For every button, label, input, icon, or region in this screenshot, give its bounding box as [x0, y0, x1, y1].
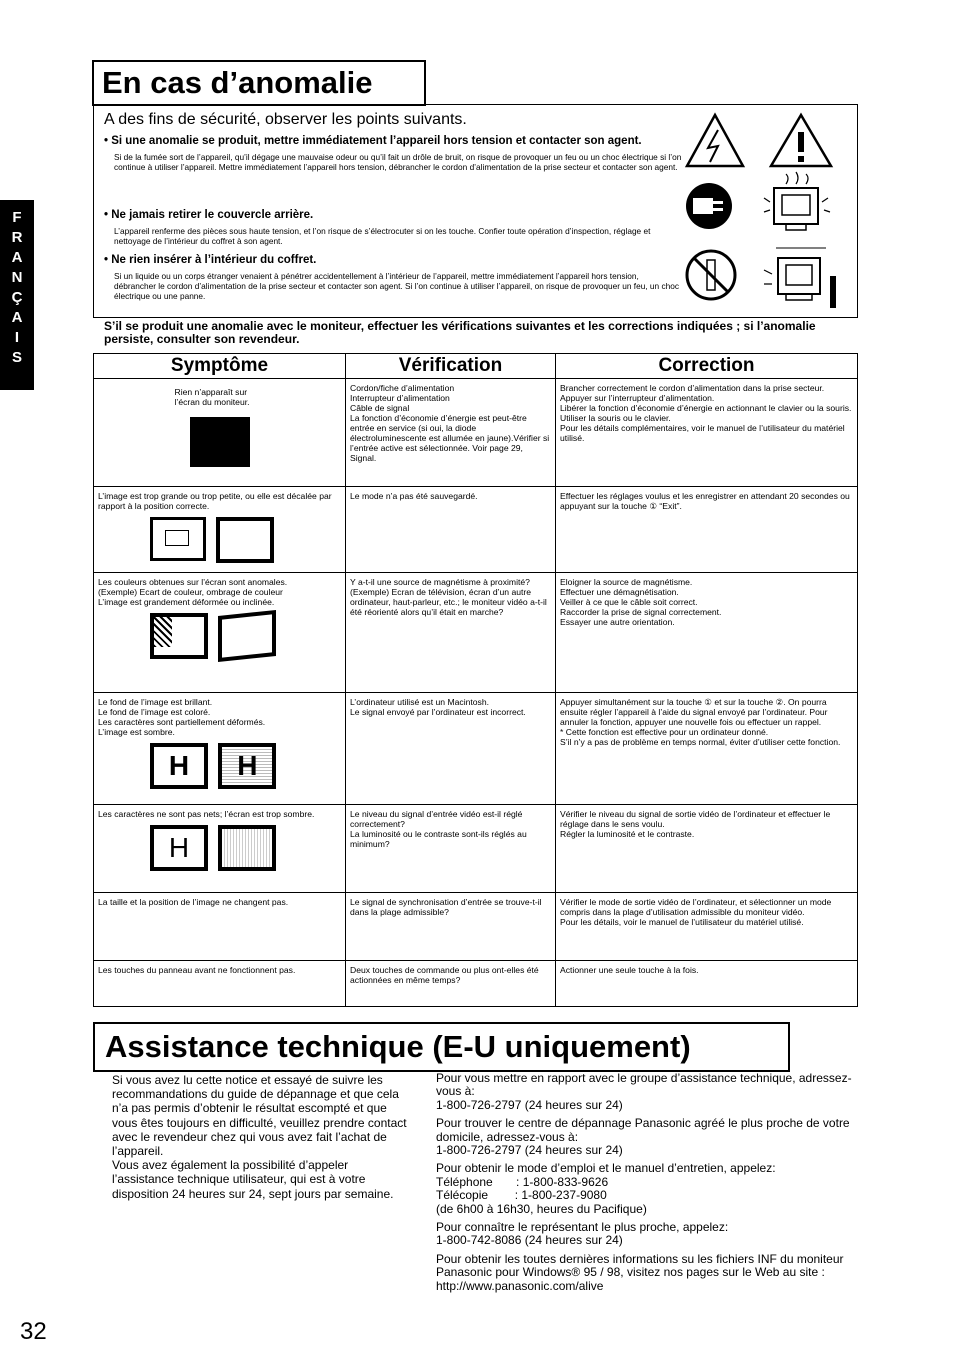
- correction-text: Brancher correctement le cordon d’alimentation dans la prise secteur. Appuyer sur l’interrupteur d’alimentation. Libérer la fonction d’économie d’énergie en actionnant le clavier ou la souris. Utiliser la souris ou le clavier. Pour les détails complémentaires, voir le manuel de l’utilisateur du matériel utilisé.: [556, 379, 858, 487]
- tab-letter: S: [11, 349, 22, 366]
- correction-text: Vérifier le mode de sortie vidéo de l’ordinateur, et sélectionner un mode compris dans la plage d’utilisation admissible du moniteur vidéo. Pour les détails, voir le manuel de l’utilisateur du matériel utilisé.: [556, 893, 858, 961]
- table-row: [94, 693, 858, 805]
- check-text: Le niveau du signal d’entrée vidéo est-il réglé correctement? La luminosité ou le contraste sont-ils réglés au minimum?: [346, 805, 556, 893]
- assistance-intro: Si vous avez lu cette notice et essayé de suivre les recommandations du guide de dépannage et que cela n’a pas permis d’obtenir le résultat escompté et que vous êtes toujours en difficulté, veuillez prendre contact avec le revendeur chez qui vous avez fait l’achat de l’appareil. Vous avez également la possibilité d’appeler l’assistance technique utilisateur, qui est à votre disposition 24 heures sur 24, sept jours par semaine.: [112, 1073, 407, 1201]
- tab-letter: Ç: [11, 289, 23, 306]
- troubleshooting-table: [93, 353, 858, 1007]
- correction-text: Effectuer les réglages voulus et les enregistrer en attendant 20 secondes ou appuyant sur la touche ① “Exit”.: [556, 487, 858, 573]
- table-row: [94, 379, 858, 487]
- blurry-characters-screen-illustration: [150, 825, 208, 871]
- colored-background-screen-illustration: [218, 743, 276, 789]
- table-row: [94, 573, 858, 693]
- table-row: [94, 805, 858, 893]
- symptom-text: Les couleurs obtenues sur l’écran sont anomales. (Exemple) Ecart de couleur, ombrage de couleur L’image est grandement déformée ou inclinée.: [98, 577, 288, 607]
- symptom-text: Les caractères ne sont pas nets; l’écran est trop sombre.: [98, 809, 315, 819]
- check-text: Le signal de synchronisation d’entrée se trouve-t-il dans la plage admissible?: [346, 893, 556, 961]
- check-text: Y a-t-il une source de magnétisme à proximité? (Exemple) Ecran de télévision, écran d’un autre ordinateur, haut-parleur, etc.; le moniteur vidéo a-t-il été réorienté alors qu’il était en marche?: [346, 573, 556, 693]
- correction-text: Actionner une seule touche à la fois.: [556, 961, 858, 1007]
- safety-item-heading: • Si une anomalie se produit, mettre immédiatement l’appareil hors tension et contacter son agent.: [104, 135, 642, 147]
- exclamation-warning-icon: [768, 112, 834, 170]
- safety-item: [104, 254, 682, 301]
- correction-text: Eloigner la source de magnétisme. Effectuer une démagnétisation. Veiller à ce que le câble soit correct. Raccorder la prise de signal correctement. Essayer une autre orientation.: [556, 573, 858, 693]
- tab-letter: R: [11, 229, 23, 246]
- safety-item-body: Si un liquide ou un corps étranger venaient à pénétrer accidentellement à l’intérieur de l’appareil, mettre immédiatement l’appareil hors tension, débrancher le cordon d’alimentation de la prise secteur et contacter son agent. Si l’on continue à utiliser l’appareil, on risque de provoquer un feu, un choc électrique ou une panne.: [114, 271, 679, 301]
- tab-letter: A: [11, 309, 23, 326]
- h-letter: H: [168, 750, 190, 781]
- tab-letter: N: [11, 269, 23, 286]
- column-header: Symptôme: [94, 354, 346, 379]
- language-tab: [0, 200, 34, 390]
- safety-item: [104, 209, 682, 246]
- correction-text: Vérifier le niveau du signal de sortie vidéo de l’ordinateur et effectuer le réglage dans le sens voulu. Régler la luminosité et le contraste.: [556, 805, 858, 893]
- safety-item-body: L’appareil renferme des pièces sous haute tension, et l’on risque de s’électrocuter si on les touche. Confier toute opération d’inspection, réglage et nettoyage de l’intérieur du coffret à son agent.: [114, 226, 651, 246]
- column-header: Correction: [556, 354, 858, 379]
- troubleshoot-instructions: S’il se produit une anomalie avec le moniteur, effectuer les vérifications suivantes et les corrections indiquées ; si l’anomalie persiste, consulter son revendeur.: [104, 319, 816, 346]
- h-letter: H: [168, 832, 190, 863]
- safety-item-body: Si de la fumée sort de l’appareil, qu’il dégage une mauvaise odeur ou qu’il fait un drôle de bruit, on risque de provoquer un feu ou un choc électrique si l’on continue à utiliser l’appareil. Mettre immédiatement l’appareil hors tension, débrancher le cordon d’alimentation de la prise secteur et contacter son agent.: [114, 152, 682, 172]
- column-header: Vérification: [346, 354, 556, 379]
- h-letter: H: [237, 750, 258, 781]
- safety-item: [104, 135, 682, 172]
- table-header-row: [94, 354, 858, 379]
- safety-item-heading: • Ne rien insérer à l’intérieur du coffret.: [104, 254, 317, 266]
- contact-paragraph: Pour obtenir le mode d’emploi et le manuel d’entretien, appelez: Téléphone : 1-800-833-9626 Télécopie : 1-800-237-9080 (de 6h00 à 16h30, heures du Pacifique): [436, 1161, 776, 1216]
- no-disassembly-icon: [684, 248, 738, 302]
- shifted-image-screen-illustration: [216, 517, 274, 563]
- table-row: [94, 893, 858, 961]
- symptom-text: Rien n’apparaît sur l’écran du moniteur.: [174, 387, 250, 407]
- contact-paragraph: Pour connaître le représentant le plus proche, appelez: 1-800-742-8086 (24 heures sur 24): [436, 1220, 729, 1248]
- tilted-image-screen-illustration: [218, 610, 276, 662]
- dark-screen-illustration: [218, 825, 276, 871]
- table-row: [94, 487, 858, 573]
- tab-letter: F: [12, 209, 22, 226]
- small-image-screen-illustration: [150, 517, 206, 561]
- color-shading-screen-illustration: [150, 613, 208, 659]
- unplug-icon: [684, 180, 734, 232]
- tab-letter: I: [14, 329, 20, 346]
- smoking-monitor-icon: [756, 168, 840, 234]
- tab-letter: A: [11, 249, 23, 266]
- table-row: [94, 961, 858, 1007]
- page-title: En cas d’anomalie: [92, 60, 426, 106]
- symptom-text: La taille et la position de l’image ne changent pas.: [94, 893, 346, 961]
- contact-paragraph: Pour trouver le centre de dépannage Panasonic agréé le plus proche de votre domicile, adressez-vous à: 1-800-726-2797 (24 heures sur 24): [436, 1116, 850, 1158]
- safety-intro: A des fins de sécurité, observer les points suivants.: [104, 111, 467, 128]
- safety-item-heading: • Ne jamais retirer le couvercle arrière.: [104, 209, 314, 221]
- assistance-contacts: [436, 1072, 856, 1298]
- electric-shock-warning-icon: [684, 112, 746, 170]
- page-number: 32: [20, 1318, 47, 1345]
- check-text: Deux touches de commande ou plus ont-elles été actionnées en même temps?: [346, 961, 556, 1007]
- contact-paragraph: Pour vous mettre en rapport avec le groupe d’assistance technique, adressez-vous à: 1-800-726-2797 (24 heures sur 24): [436, 1071, 852, 1112]
- check-text: L’ordinateur utilisé est un Macintosh. Le signal envoyé par l’ordinateur est incorrect.: [346, 693, 556, 805]
- section-title: Assistance technique (E-U uniquement): [93, 1022, 790, 1072]
- symptom-text: L’image est trop grande ou trop petite, ou elle est décalée par rapport à la position correcte.: [98, 491, 332, 511]
- symptom-text: Le fond de l’image est brillant. Le fond de l’image est coloré. Les caractères sont partiellement déformés. L’image est sombre.: [98, 697, 266, 737]
- check-text: Le mode n’a pas été sauvegardé.: [346, 487, 556, 573]
- blank-screen-image: [190, 417, 250, 467]
- monitor-insert-icon: [756, 240, 842, 312]
- contact-paragraph: Pour obtenir les toutes dernières informations su les fichiers INF du moniteur Panasonic pour Windows® 95 / 98, visitez nos pages sur le Web au site : http://www.panasonic.com/alive: [436, 1251, 844, 1293]
- correction-text: Appuyer simultanément sur la touche ① et sur la touche ②. On pourra ensuite régler l’appareil à l’aide du signal envoyé par l’ordinateur. Pour annuler la fonction, appuyer une nouvelle fois ou effectuer un rappel. * Cette fonction est effective pour un ordinateur donné. S’il n’y a pas de problème en temps normal, éviter d’utiliser cette fonction.: [556, 693, 858, 805]
- bright-background-screen-illustration: [150, 743, 208, 789]
- check-text: Cordon/fiche d’alimentation Interrupteur d’alimentation Câble de signal La fonction d’économie d’énergie est peut-être entrée en service (si oui, la diode électroluminescente est allumée en jaune).Vérifier si l’entrée active est sélectionnée. Voir page 29, Signal.: [346, 379, 556, 487]
- symptom-text: Les touches du panneau avant ne fonctionnent pas.: [94, 961, 346, 1007]
